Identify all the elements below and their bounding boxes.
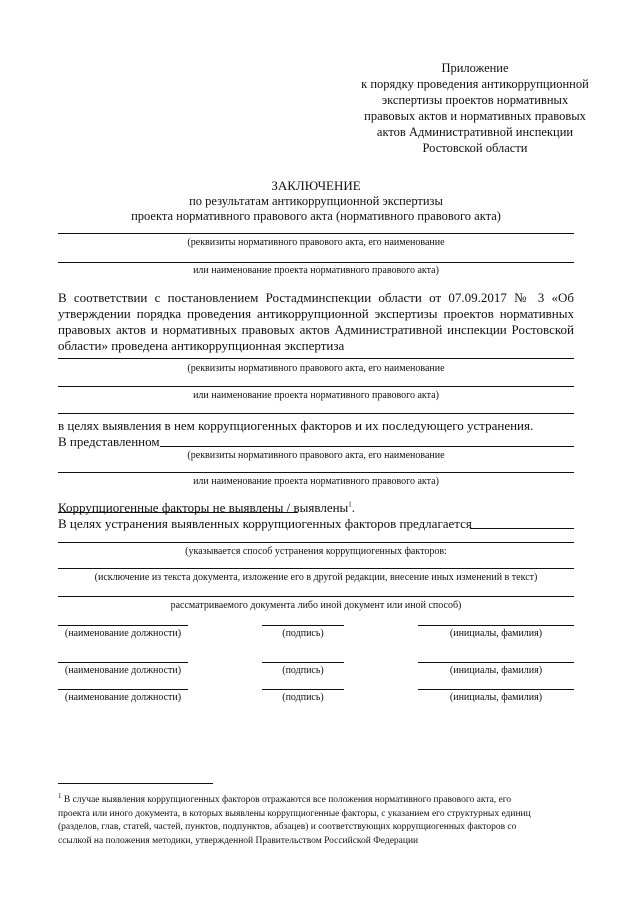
footnote xyxy=(58,790,598,848)
appendix-line: Приложение xyxy=(441,61,509,75)
position-caption: (наименование должности) xyxy=(64,665,182,676)
blank-line xyxy=(58,386,574,387)
blank-line xyxy=(58,596,574,597)
heading-line-2: проекта нормативного правового акта (нормативного правового акта) xyxy=(131,209,501,223)
blank-line xyxy=(58,568,574,569)
caption-method: (указывается способ устранения коррупциогенных факторов: xyxy=(185,546,447,557)
initials-caption: (инициалы, фамилия) xyxy=(449,665,543,676)
footnote-separator xyxy=(58,783,213,784)
appendix-line: актов Административной инспекции xyxy=(376,125,574,139)
purpose-text: в целях выявления в нем коррупциогенных факторов и их последующего устранения. xyxy=(58,418,534,433)
blank-line xyxy=(58,358,574,359)
signature-caption: (подпись) xyxy=(282,628,324,639)
caption-considered: рассматриваемого документа либо иной документ или иной способ) xyxy=(170,600,462,611)
caption-requisites: (реквизиты нормативного правового акта, его наименование xyxy=(187,450,445,461)
footnote-line: В случае выявления коррупциогенных факторов отражаются все положения нормативного правового акта, его xyxy=(63,795,512,806)
position-caption: (наименование должности) xyxy=(64,628,182,639)
footnote-line: ссылкой на положения методики, утвержденной Правительством Российской Федерации xyxy=(58,835,419,846)
heading-line-1: по результатам антикоррупционной экспертизы xyxy=(189,194,443,208)
appendix-line: экспертизы проектов нормативных xyxy=(381,93,569,107)
appendix-line: Ростовской области xyxy=(422,141,528,155)
initials-caption: (инициалы, фамилия) xyxy=(449,692,543,703)
appendix-block xyxy=(340,60,610,156)
blank-line xyxy=(160,446,574,447)
factors-label: Коррупциогенные факторы не выявлены / выявлены xyxy=(58,500,349,515)
paragraph-basis: В соответствии с постановлением Ростадминспекции области от 07.09.2017 № 3 «Об утверждении порядка проведения антикоррупционной экспертизы проектов нормативных правовых актов и нормативных правовых актов Административной инспекции Ростовской области» проведена антикоррупционная экспертиза xyxy=(58,290,574,353)
footnote-mark: 1 xyxy=(58,792,62,800)
appendix-line: правовых актов и нормативных правовых xyxy=(364,109,586,123)
factors-text: Коррупциогенные факторы не выявлены / выявлены$^1$. xyxy=(58,500,356,515)
document-title: ЗАКЛЮЧЕНИЕ xyxy=(271,178,361,193)
initials-caption: (инициалы, фамилия) xyxy=(449,628,543,639)
footnote-line: проекта или иного документа, в которых выявлены коррупциогенные факторы, с указанием его структурных единиц xyxy=(58,808,531,819)
blank-line xyxy=(58,413,574,414)
caption-or-project: или наименование проекта нормативного правового акта) xyxy=(193,265,439,276)
signature-caption: (подпись) xyxy=(282,692,324,703)
blank-line xyxy=(58,262,574,263)
footnote-line: (разделов, глав, статей, частей, пунктов, подпунктов, абзацев) и соответствующих коррупциогенных факторов со xyxy=(58,822,517,833)
caption-requisites: (реквизиты нормативного правового акта, его наименование xyxy=(187,237,445,248)
blank-line xyxy=(58,512,298,513)
blank-line xyxy=(470,528,574,529)
caption-requisites: (реквизиты нормативного правового акта, его наименование xyxy=(187,363,445,374)
position-caption: (наименование должности) xyxy=(64,692,182,703)
blank-line xyxy=(58,542,574,543)
blank-line xyxy=(58,472,574,473)
presented-text: В представленном xyxy=(58,434,160,449)
caption-exclusion: (исключение из текста документа, изложение его в другой редакции, внесение иных изменений в текст) xyxy=(94,572,538,583)
appendix-line: к порядку проведения антикоррупционной xyxy=(361,77,589,91)
elimination-text: В целях устранения выявленных коррупциогенных факторов предлагается xyxy=(58,516,472,531)
caption-or-project: или наименование проекта нормативного правового акта) xyxy=(193,390,439,401)
signature-caption: (подпись) xyxy=(282,665,324,676)
footnote-ref: 1 xyxy=(348,500,352,509)
caption-or-project: или наименование проекта нормативного правового акта) xyxy=(193,476,439,487)
blank-line xyxy=(58,233,574,234)
